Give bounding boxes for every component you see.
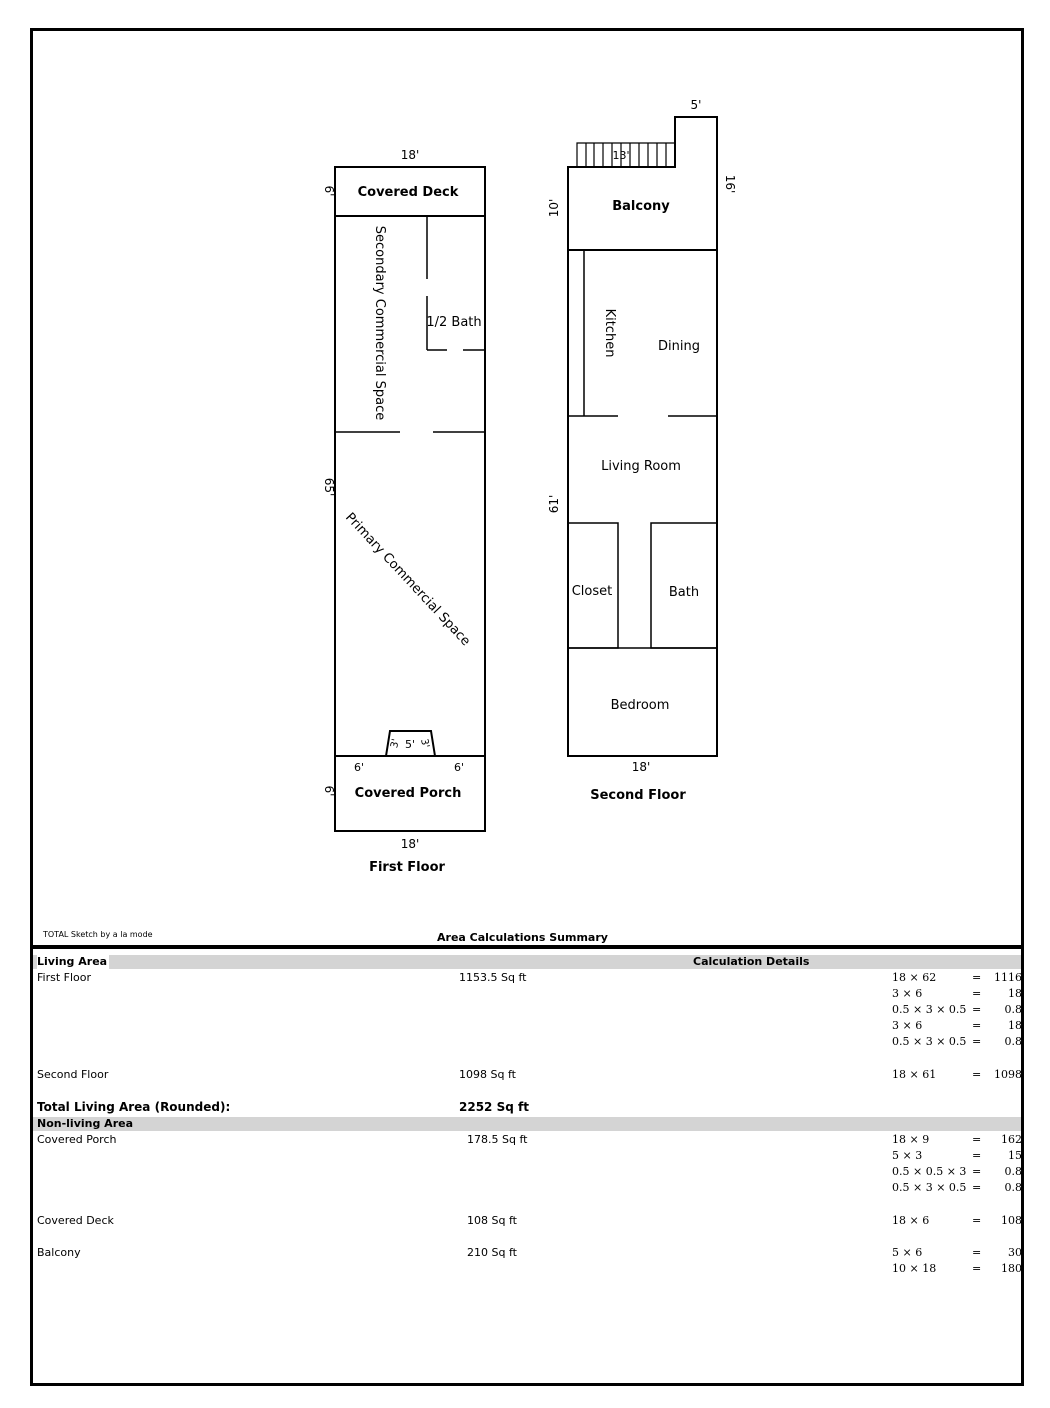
summary-title: Area Calculations Summary — [437, 931, 608, 944]
calc-equals: = — [972, 1068, 982, 1081]
calc-expression: 3 × 6 — [892, 1019, 923, 1032]
calculation-list — [892, 1245, 1022, 1277]
calculation-list — [892, 1132, 1022, 1196]
summary-row-area: 178.5 Sq ft — [467, 1133, 528, 1146]
calculation-row — [892, 1067, 1022, 1083]
dining-label: Dining — [658, 339, 700, 354]
summary-row-area: 1153.5 Sq ft — [459, 971, 527, 984]
calc-equals: = — [972, 971, 982, 984]
calc-result: 1116 — [994, 971, 1022, 984]
secondary-space-label: Secondary Commercial Space — [372, 225, 387, 421]
calc-expression: 5 × 6 — [892, 1246, 923, 1259]
sf-dim-bottom: 18' — [631, 760, 651, 774]
calc-result: 0.8 — [1004, 1181, 1022, 1194]
calc-expression: 0.5 × 3 × 0.5 — [892, 1181, 967, 1194]
ff-dim-porch-side: 6' — [322, 785, 336, 797]
calculation-list — [892, 1213, 1022, 1229]
calc-expression: 0.5 × 0.5 × 3 — [892, 1165, 967, 1178]
calc-equals: = — [972, 1019, 982, 1032]
calculation-row — [892, 1180, 1022, 1196]
covered-deck-label: Covered Deck — [357, 185, 459, 200]
calc-expression: 10 × 18 — [892, 1262, 937, 1275]
calc-equals: = — [972, 1133, 982, 1146]
sf-dim-balcony-left: 10' — [547, 198, 561, 218]
kitchen-label: Kitchen — [602, 308, 617, 358]
total-living-value: 2252 Sq ft — [459, 1100, 529, 1114]
first-floor-main-outline — [335, 216, 485, 756]
calculation-row — [892, 1261, 1022, 1277]
closet-label: Closet — [571, 584, 613, 599]
calc-equals: = — [972, 987, 982, 1000]
calc-equals: = — [972, 1149, 982, 1162]
calc-result: 18 — [1008, 1019, 1022, 1032]
ff-dim-top: 18' — [400, 148, 420, 162]
half-bath-label: 1/2 Bath — [426, 315, 482, 330]
non-living-area-header: Non-living Area — [37, 1117, 133, 1130]
total-living-label: Total Living Area (Rounded): — [37, 1100, 231, 1114]
living-room-label: Living Room — [601, 459, 681, 474]
covered-porch-label: Covered Porch — [354, 786, 462, 801]
calc-expression: 18 × 62 — [892, 971, 937, 984]
calc-expression: 18 × 6 — [892, 1214, 930, 1227]
sf-dim-balcony-right: 16' — [723, 174, 737, 194]
bay-dim-mid: 5' — [404, 738, 416, 751]
calc-equals: = — [972, 1246, 982, 1259]
calculation-row — [892, 1132, 1022, 1148]
calculation-row — [892, 1213, 1022, 1229]
bedroom-label: Bedroom — [610, 698, 670, 713]
calc-equals: = — [972, 1035, 982, 1048]
calc-expression: 18 × 9 — [892, 1133, 930, 1146]
calculation-list — [892, 1067, 1022, 1083]
calc-result: 0.8 — [1004, 1165, 1022, 1178]
balcony-outline — [568, 117, 717, 250]
summary-row-area: 108 Sq ft — [467, 1214, 517, 1227]
calc-result: 1098 — [994, 1068, 1022, 1081]
summary-row-name: Second Floor — [37, 1068, 109, 1081]
calc-equals: = — [972, 1214, 982, 1227]
calc-expression: 18 × 61 — [892, 1068, 937, 1081]
living-area-header-bar — [33, 955, 1021, 969]
calc-expression: 5 × 3 — [892, 1149, 923, 1162]
calc-result: 108 — [1001, 1214, 1022, 1227]
porch-dim-right: 6' — [453, 761, 465, 774]
calculation-row — [892, 970, 1022, 986]
calc-result: 0.8 — [1004, 1035, 1022, 1048]
ff-dim-bottom: 18' — [400, 837, 420, 851]
calculation-row — [892, 1164, 1022, 1180]
calc-equals: = — [972, 1165, 982, 1178]
second-floor-title: Second Floor — [590, 788, 686, 803]
calc-equals: = — [972, 1181, 982, 1194]
calculation-row — [892, 1148, 1022, 1164]
calc-expression: 0.5 × 3 × 0.5 — [892, 1003, 967, 1016]
calculation-row — [892, 986, 1022, 1002]
calculation-list — [892, 970, 1022, 1050]
calculation-row — [892, 1018, 1022, 1034]
calculation-row — [892, 1002, 1022, 1018]
calc-result: 18 — [1008, 987, 1022, 1000]
calc-equals: = — [972, 1003, 982, 1016]
bay-dim-left: 3' — [389, 737, 402, 750]
sf-dim-stair-top: 5' — [690, 98, 702, 112]
non-living-area-header-bar — [33, 1117, 1021, 1131]
summary-row-name: Covered Porch — [37, 1133, 117, 1146]
first-floor-title: First Floor — [369, 860, 445, 875]
bay-dim-right: 3' — [418, 737, 431, 750]
summary-row-area: 210 Sq ft — [467, 1246, 517, 1259]
summary-row-name: Balcony — [37, 1246, 81, 1259]
sf-dim-stair: 13' — [612, 149, 630, 162]
sf-dim-main-side: 61' — [547, 494, 561, 514]
calc-result: 15 — [1008, 1149, 1022, 1162]
calc-result: 30 — [1008, 1246, 1022, 1259]
calc-expression: 0.5 × 3 × 0.5 — [892, 1035, 967, 1048]
living-area-header: Living Area — [37, 955, 108, 968]
calculation-details-header: Calculation Details — [693, 955, 810, 968]
calculation-row — [892, 1034, 1022, 1050]
balcony-label: Balcony — [612, 199, 670, 214]
calc-equals: = — [972, 1262, 982, 1275]
ff-dim-deck-side: 6' — [322, 185, 336, 197]
primary-space-label: Primary Commercial Space — [342, 510, 474, 650]
summary-row-name: Covered Deck — [37, 1214, 114, 1227]
ff-dim-main-side: 65' — [322, 477, 336, 497]
sketch-credit: TOTAL Sketch by a la mode — [43, 930, 153, 939]
calculation-row — [892, 1245, 1022, 1261]
porch-dim-left: 6' — [353, 761, 365, 774]
calc-expression: 3 × 6 — [892, 987, 923, 1000]
second-floor-main-outline — [568, 250, 717, 756]
summary-row-area: 1098 Sq ft — [459, 1068, 516, 1081]
bath-label: Bath — [668, 585, 700, 600]
calc-result: 162 — [1001, 1133, 1022, 1146]
calc-result: 180 — [1001, 1262, 1022, 1275]
summary-row-name: First Floor — [37, 971, 92, 984]
calc-result: 0.8 — [1004, 1003, 1022, 1016]
summary-divider — [33, 945, 1021, 949]
